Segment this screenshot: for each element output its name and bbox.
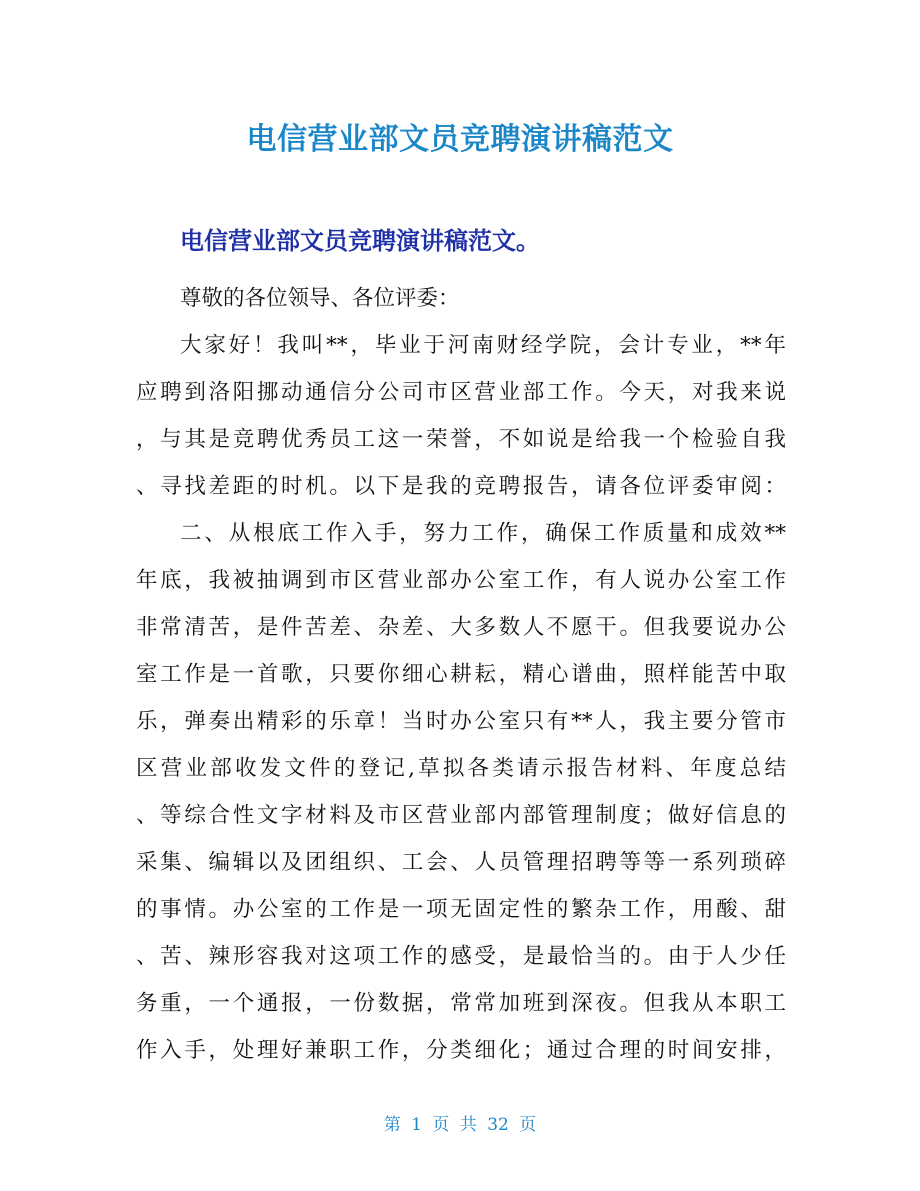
paragraph-line: 务重，一个通报，一份数据，常常加班到深夜。但我从本职工 [136, 991, 786, 1016]
paragraph-line: 的事情。办公室的工作是一项无固定性的繁杂工作，用酸、甜 [136, 897, 786, 922]
paragraph-line: ，与其是竞聘优秀员工这一荣誉，不如说是给我一个检验自我 [136, 427, 786, 452]
paragraph-line: 非常清苦，是件苦差、杂差、大多数人不愿干。但我要说办公 [136, 615, 786, 640]
page-number-footer: 第 1 页 共 32 页 [383, 1115, 537, 1135]
paragraph-line: 大家好！我叫**，毕业于河南财经学院，会计专业，**年 [180, 333, 786, 358]
paragraph-line: 作入手，处理好兼职工作，分类细化；通过合理的时间安排， [136, 1038, 786, 1063]
document-title: 电信营业部文员竞聘演讲稿范文 [246, 122, 674, 157]
paragraph-line: 区营业部收发文件的登记,草拟各类请示报告材料、年度总结 [136, 756, 786, 781]
salutation-line: 尊敬的各位领导、各位评委： [180, 286, 460, 311]
paragraph-line: 室工作是一首歌，只要你细心耕耘，精心谱曲，照样能苦中取 [136, 662, 786, 687]
document-body [136, 275, 786, 1074]
paragraph-line: 二、从根底工作入手，努力工作，确保工作质量和成效** [180, 521, 786, 546]
document-subtitle: 电信营业部文员竞聘演讲稿范文。 [180, 227, 540, 255]
paragraph-line: 应聘到洛阳挪动通信分公司市区营业部工作。今天，对我来说 [136, 380, 786, 405]
paragraph-line: 、寻找差距的时机。以下是我的竞聘报告，请各位评委审阅： [136, 474, 786, 499]
paragraph-line: 年底，我被抽调到市区营业部办公室工作，有人说办公室工作 [136, 568, 786, 593]
paragraph-line: 乐，弹奏出精彩的乐章！当时办公室只有**人，我主要分管市 [136, 709, 786, 734]
paragraph-line: 、苦、辣形容我对这项工作的感受，是最恰当的。由于人少任 [136, 944, 786, 969]
paragraph-line: 、等综合性文字材料及市区营业部内部管理制度；做好信息的 [136, 803, 786, 828]
paragraph-line: 采集、编辑以及团组织、工会、人员管理招聘等等一系列琐碎 [136, 850, 786, 875]
